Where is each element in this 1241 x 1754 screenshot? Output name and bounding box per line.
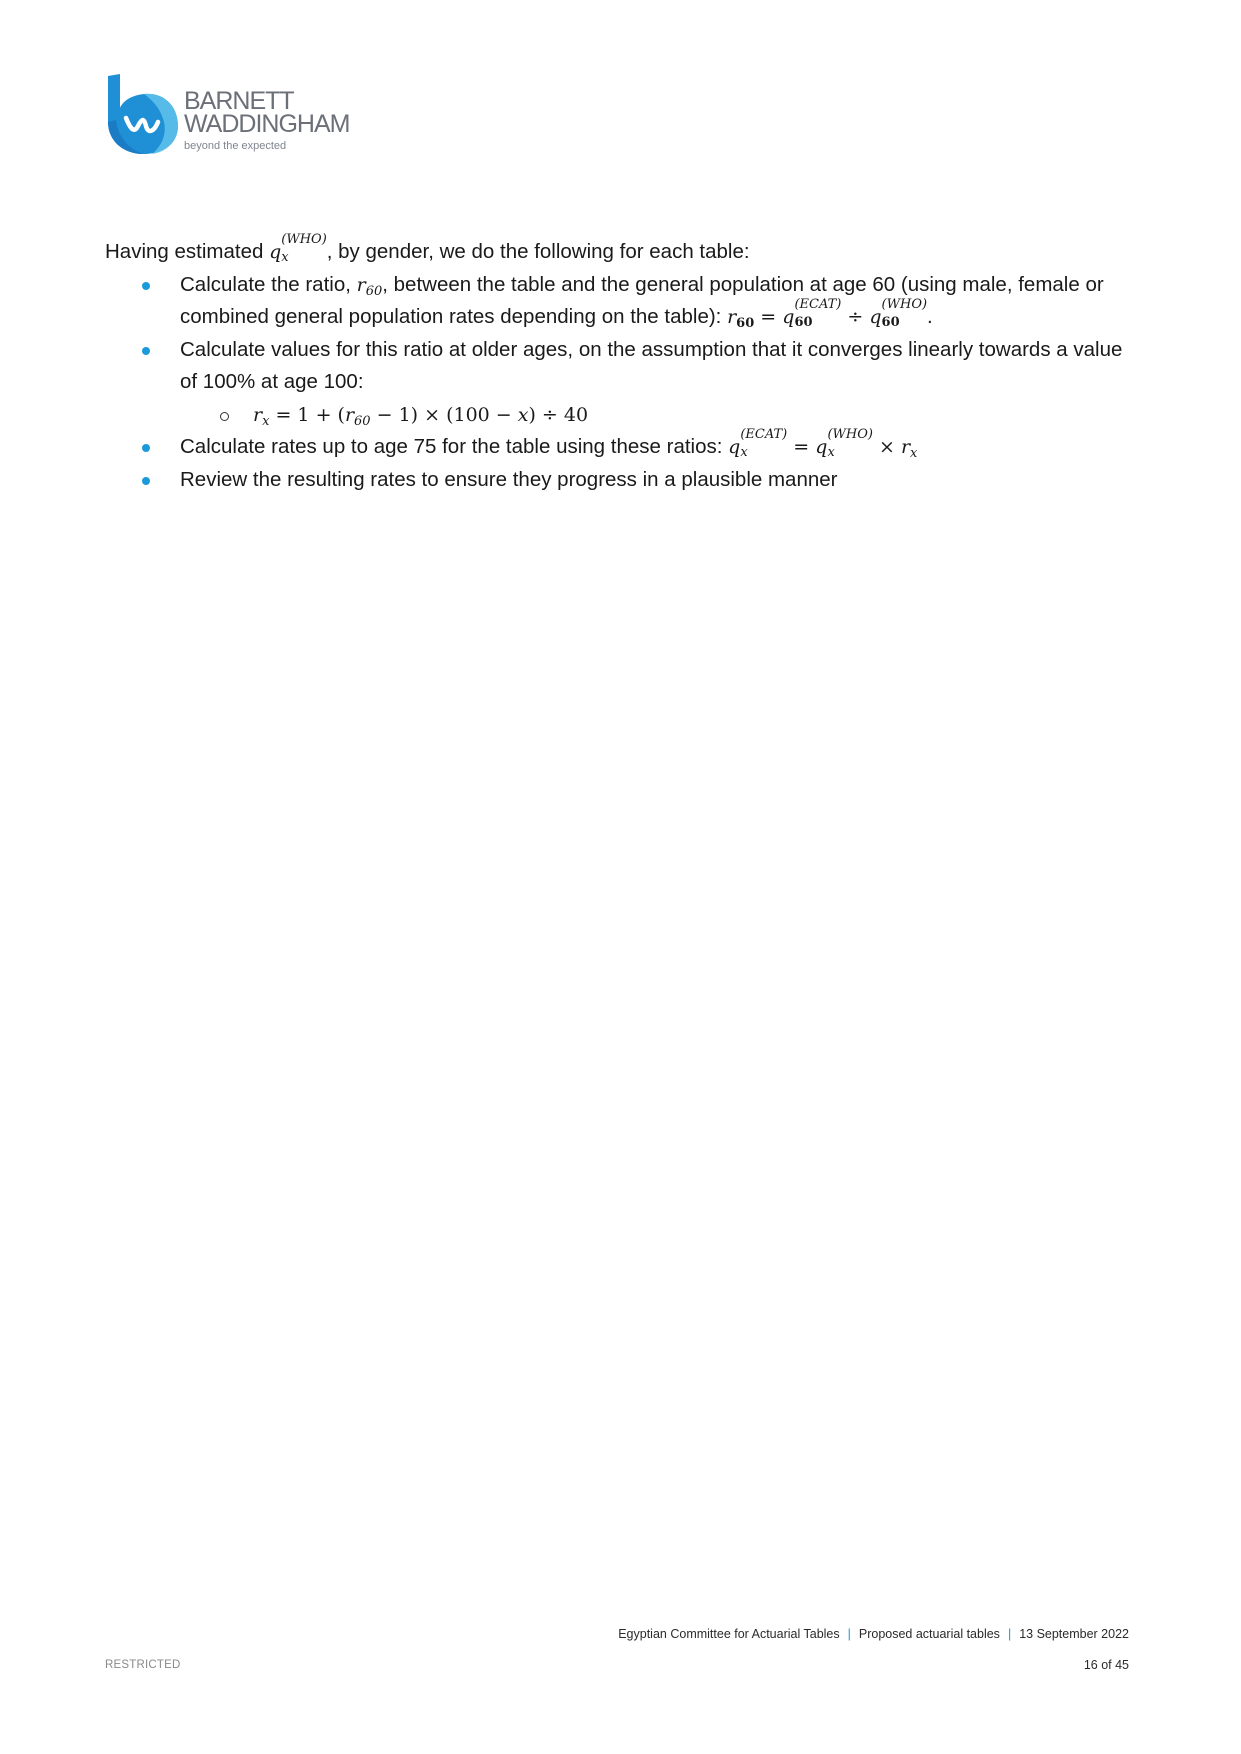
intro-text-before: Having estimated xyxy=(105,240,270,263)
footer-separator: | xyxy=(847,1627,851,1641)
math-q-who-x: q (WHO) x xyxy=(269,232,327,265)
math-r60-equation: $r_{60} = q$ (ECAT) 60 ÷ q (WHO) 60 xyxy=(727,297,928,331)
footer-separator: | xyxy=(1007,1627,1012,1641)
math-q-ecat-equation: q (ECAT) x = q (WHO) x × $r_x$ xyxy=(728,427,918,461)
bullet-icon xyxy=(142,477,150,485)
list-item: Calculate the ratio, $r_{60}$, between the table and the general population at age 60 (using male, female or combined general population rates depending on the table): $r_{60} = q$ (ECAT) 60 ÷ q (WHO) 60 . xyxy=(105,269,1135,334)
logo-mark-icon xyxy=(104,74,180,156)
page-number: 16 of 45 xyxy=(1083,1658,1129,1672)
footer-date: 13 September 2022 xyxy=(1019,1627,1129,1641)
sub-list-item xyxy=(105,399,1135,432)
logo-line-1: BARNETT xyxy=(184,87,294,115)
intro-text-after: , by gender, we do the following for each table: xyxy=(326,240,750,263)
bullet-icon xyxy=(142,444,150,452)
intro-paragraph xyxy=(105,232,1135,269)
footer-document: Proposed actuarial tables xyxy=(858,1627,1000,1641)
footer-meta xyxy=(618,1626,1129,1642)
math-r60: $r_{60}$ xyxy=(356,273,383,299)
list-item: Calculate values for this ratio at older ages, on the assumption that it converges linearly towards a value of 100% at age 100: $r_x = 1 + (r_{60} - 1) \times (100 - x) \div 40$ xyxy=(105,334,1135,432)
body-text xyxy=(105,232,1135,496)
logo-line-2: WADDINGHAM xyxy=(184,110,350,138)
bullet-list xyxy=(105,269,1135,497)
bullet-icon xyxy=(142,282,150,290)
math-rx-formula: $r_x = 1 + (r_{60} - 1) \times (100 - x) \div 40$ xyxy=(253,403,589,429)
footer-committee: Egyptian Committee for Actuarial Tables xyxy=(618,1627,840,1641)
barnett-waddingham-logo xyxy=(104,74,364,156)
classification-label: RESTRICTED xyxy=(105,1659,181,1671)
logo-tagline: beyond the expected xyxy=(184,140,287,152)
list-item: Calculate rates up to age 75 for the table using these ratios: q (ECAT) x = q (WHO) x × $r_x$ xyxy=(105,431,1135,464)
bullet-icon xyxy=(142,347,150,355)
sub-bullet-icon xyxy=(220,412,229,421)
list-item: Review the resulting rates to ensure they progress in a plausible manner xyxy=(105,464,1135,497)
logo-wordmark xyxy=(184,87,350,152)
